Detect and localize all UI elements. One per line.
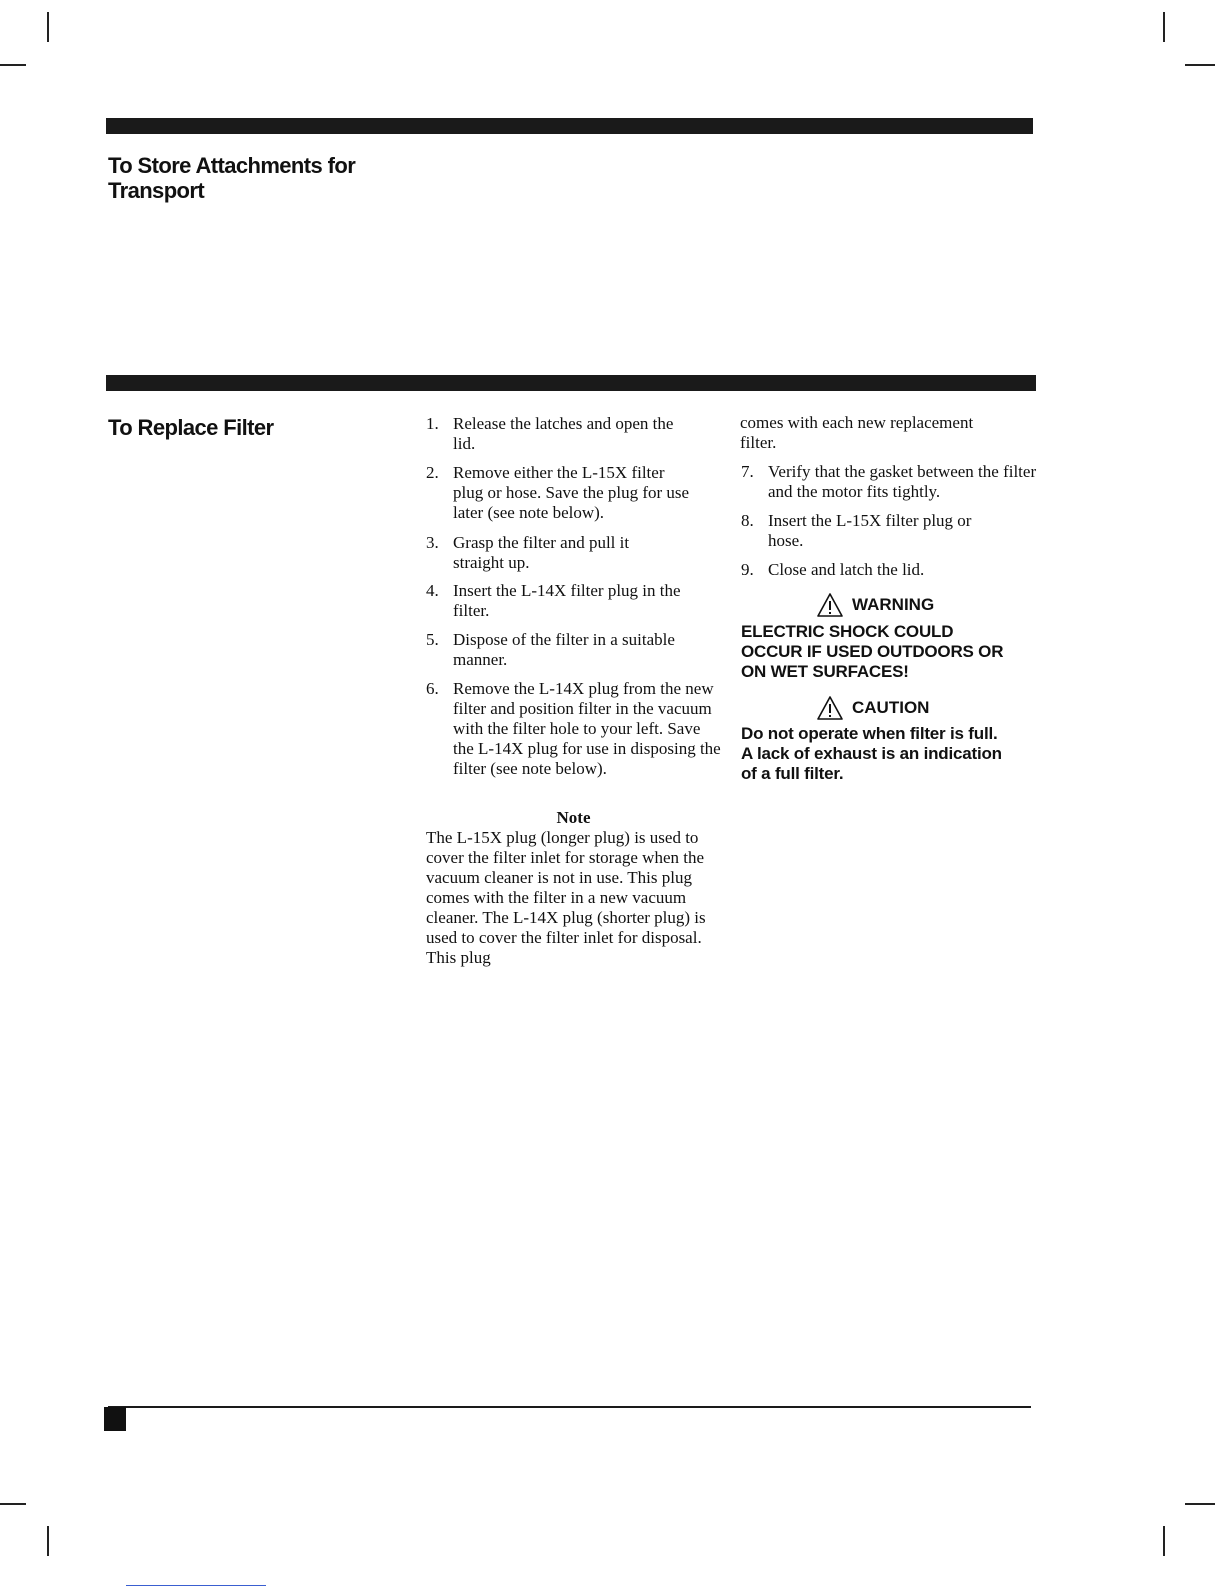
- step-text: Verify that the gasket between the filter and the motor fits tightly.: [768, 462, 1037, 501]
- step-text: Dispose of the filter in a suitable manner.: [453, 630, 675, 669]
- crop-mark-top-right-h: [1185, 64, 1215, 66]
- warning-title-text: WARNING: [852, 595, 935, 614]
- crop-mark-bottom-left-v: [47, 1526, 49, 1556]
- caution-title: [816, 695, 929, 721]
- warning-triangle-icon: [816, 592, 844, 618]
- step-number: 9.: [741, 560, 754, 579]
- section-heading-replace: To Replace Filter: [108, 415, 274, 440]
- footer-block: [104, 1407, 126, 1431]
- step-text: Remove the L-14X plug from the new filter and position filter in the vacuum with the filter hole to your left. Save the L-14X plug for use in disposing the filter (see note below).: [453, 679, 721, 778]
- crop-mark-bottom-right-h: [1185, 1503, 1215, 1505]
- crop-mark-top-left-h: [0, 64, 26, 66]
- step-number: 1.: [426, 414, 439, 433]
- crop-mark-bottom-left-h: [0, 1503, 26, 1505]
- step-text: Remove either the L-15X filter plug or hose. Save the plug for use later (see note below).: [453, 463, 690, 522]
- step-number: 8.: [741, 511, 754, 530]
- section-rule-store: [106, 118, 1033, 134]
- step-text: Release the latches and open the lid.: [453, 414, 674, 453]
- note-title: Note: [556, 808, 591, 827]
- footer-rule: [108, 1406, 1031, 1408]
- step-number: 7.: [741, 462, 754, 481]
- warning-text: ELECTRIC SHOCK COULD OCCUR IF USED OUTDOORS OR ON WET SURFACES!: [741, 622, 1004, 681]
- step-number: 6.: [426, 679, 439, 698]
- step-number: 5.: [426, 630, 439, 649]
- section-heading-store: To Store Attachments for Transport: [108, 153, 356, 203]
- step-text: Insert the L-14X filter plug in the filter.: [453, 581, 681, 620]
- step-text: Close and latch the lid.: [768, 560, 925, 579]
- step-number: 4.: [426, 581, 439, 600]
- crop-mark-top-left-v: [47, 12, 49, 42]
- crop-mark-bottom-right-v: [1163, 1526, 1165, 1556]
- warning-triangle-icon: [816, 695, 844, 721]
- step-number: 3.: [426, 533, 439, 552]
- caution-title-text: CAUTION: [852, 698, 930, 717]
- step-text: Grasp the filter and pull it straight up.: [453, 533, 630, 572]
- section-rule-replace: [106, 375, 1036, 391]
- warning-title: [816, 592, 934, 618]
- caution-text: Do not operate when filter is full. A lack of exhaust is an indication of a full filter.: [741, 724, 1002, 783]
- note-text: The L-15X plug (longer plug) is used to cover the filter inlet for storage when the vacuum cleaner is not in use. This plug comes with the filter in a new vacuum cleaner. The L-14X plug (shorter plug) is used to cover the filter inlet for disposal. This plug: [426, 828, 706, 967]
- note-continuation: comes with each new replacement filter.: [740, 413, 974, 452]
- step-number: 2.: [426, 463, 439, 482]
- crop-mark-top-right-v: [1163, 12, 1165, 42]
- step-text: Insert the L-15X filter plug or hose.: [768, 511, 972, 550]
